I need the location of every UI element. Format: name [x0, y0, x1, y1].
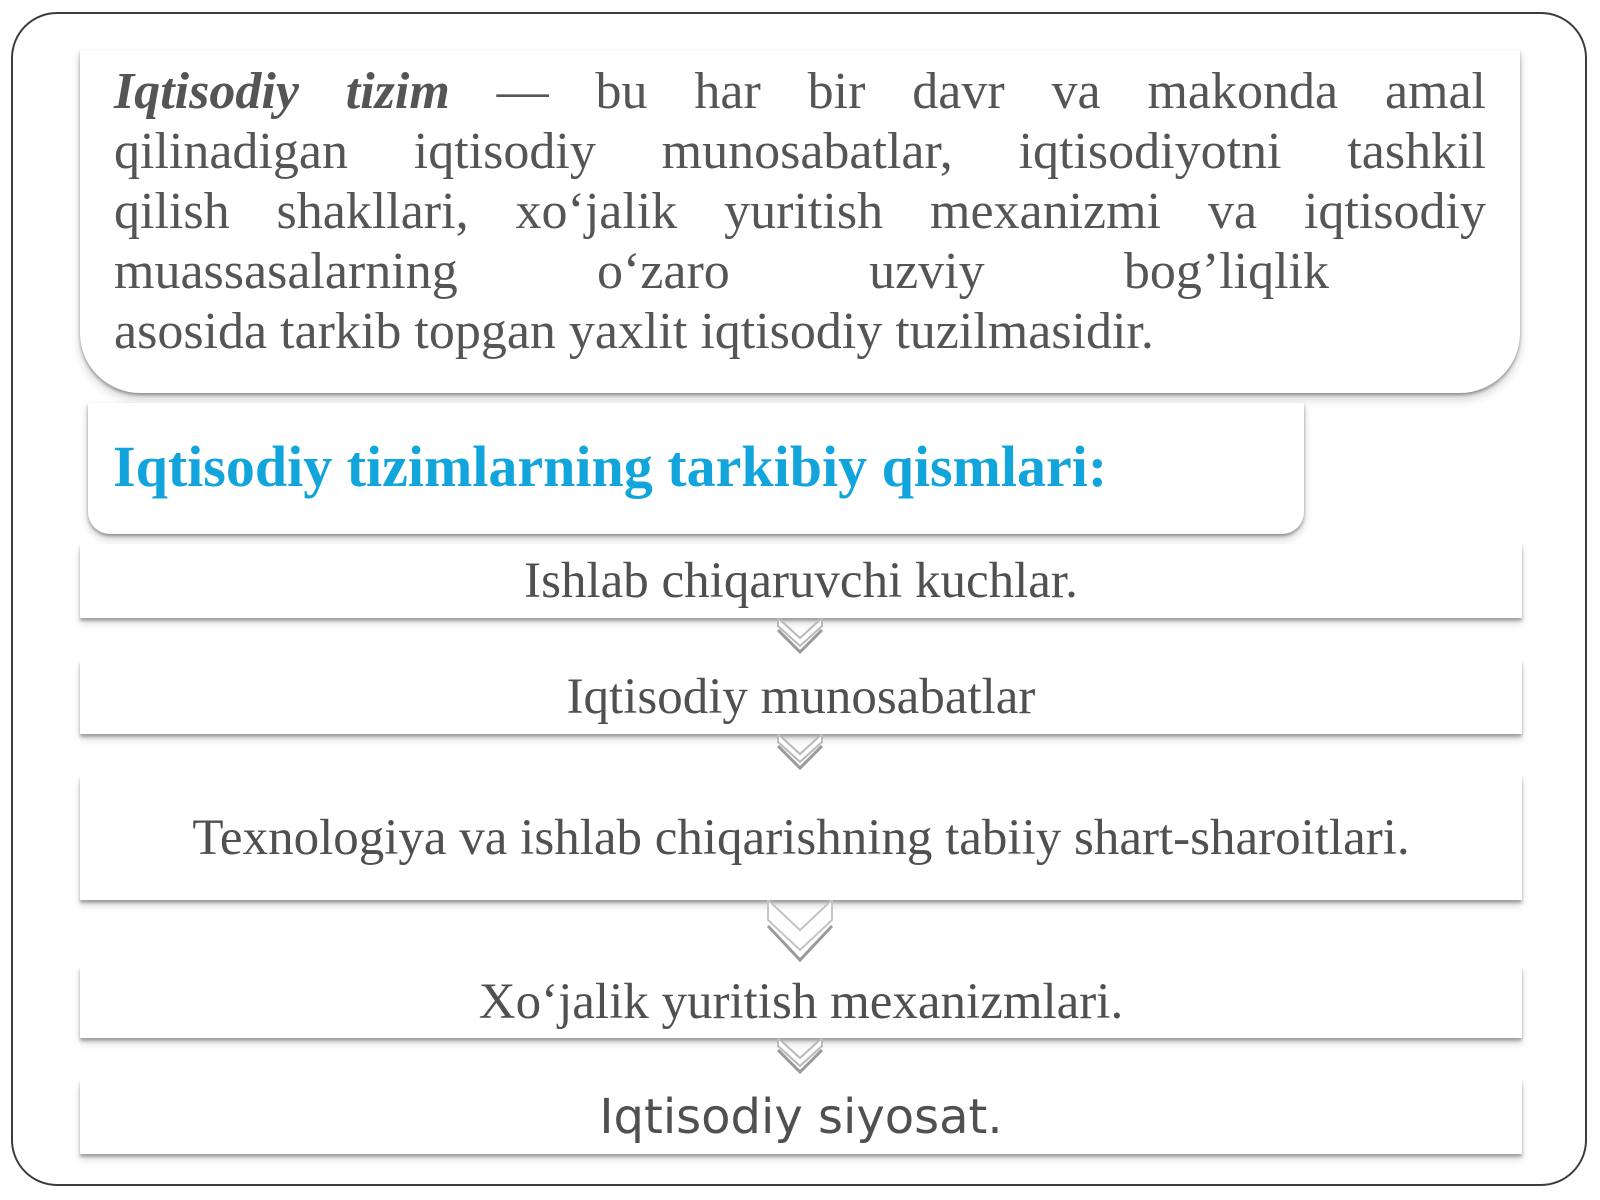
- section-heading: Iqtisodiy tizimlarning tarkibiy qismlari:: [113, 434, 1108, 499]
- flow-step-2: Iqtisodiy munosabatlar: [80, 660, 1522, 734]
- flow-step-1: Ishlab chiqaruvchi kuchlar.: [80, 544, 1522, 618]
- definition-line-3: qilish shakllari, xo‘jalik yuritish mexanizmi va iqtisodiy: [114, 183, 1486, 240]
- definition-term: Iqtisodiy tizim: [114, 63, 450, 120]
- down-arrow-icon: [764, 1038, 836, 1080]
- down-arrow-icon: [752, 900, 848, 968]
- section-heading-box: [88, 403, 1304, 534]
- flow-step-4: Xo‘jalik yuritish mexanizmlari.: [80, 966, 1522, 1038]
- definition-line-1: [114, 62, 1486, 122]
- definition-line-4: muassasalarning o‘zaro uzviy bog’liqlik: [114, 243, 1329, 300]
- down-arrow-icon: [764, 618, 836, 660]
- definition-line-5: asosida tarkib topgan yaxlit iqtisodiy tuzilmasidir.: [114, 303, 1154, 360]
- flow-step-3: Texnologiya va ishlab chiqarishning tabiiy shart-sharoitlari.: [80, 776, 1522, 900]
- down-arrow-icon: [764, 734, 836, 776]
- flow-step-5: Iqtisodiy siyosat.: [80, 1080, 1522, 1154]
- definition-box: [80, 50, 1520, 393]
- definition-line-2: qilinadigan iqtisodiy munosabatlar, iqtisodiyotni tashkil: [114, 123, 1486, 180]
- definition-line-1-rest: — bu har bir davr va makonda amal: [449, 63, 1486, 120]
